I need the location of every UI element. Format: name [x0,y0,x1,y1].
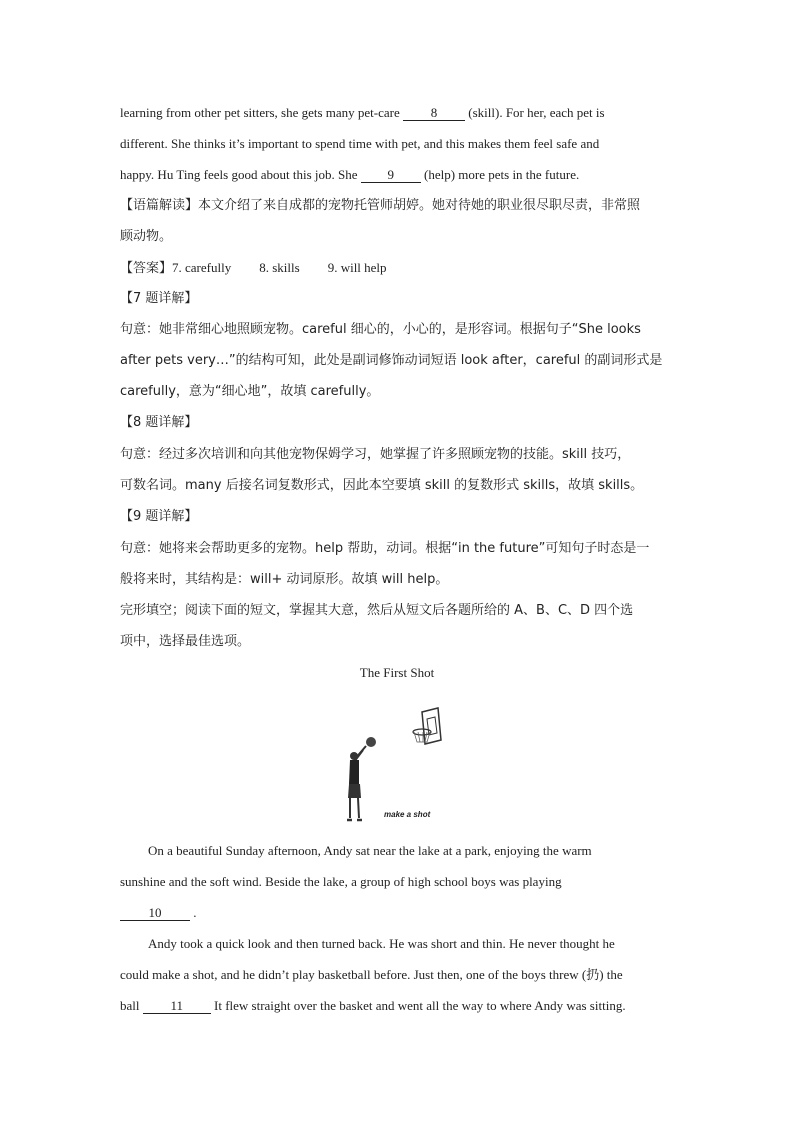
blank-11: 11 [143,999,211,1014]
story-text: It flew straight over the basket and went all the way to where Andy was sitting. [210,998,626,1013]
story-p1-line-3: 10 . [120,904,197,922]
story-p2-line-3 [120,997,626,1015]
story-text: ball [120,998,143,1013]
q9-heading: 【9 题详解】 [120,509,198,524]
story-p2-line-2: could make a shot, and he didn’t play basketball before. Just then, one of the boys threw (扔) the [120,967,623,982]
q8-line-1: 句意：经过多次培训和向其他宠物保姆学习，她掌握了许多照顾宠物的技能。skill 技巧， [120,447,631,462]
story-p1-line-2: sunshine and the soft wind. Beside the lake, a group of high school boys was playing [120,874,562,889]
analysis-line-2: 顾动物。 [120,229,173,244]
passage-text: happy. Hu Ting feels good about this job. She [120,167,361,182]
passage-line-1 [120,104,605,122]
q8-line-2: 可数名词。many 后接名词复数形式，因此本空要填 skill 的复数形式 skills，故填 skills。 [120,478,644,493]
story-p2-line-1: Andy took a quick look and then turned back. He was short and thin. He never thought he [148,936,615,951]
q9-line-1: 句意：她将来会帮助更多的宠物。help 帮助，动词。根据“in the future”可知句子时态是一 [120,541,650,556]
story-title: The First Shot [359,665,435,680]
q7-line-1: 句意：她非常细心地照顾宠物。careful 细心的，小心的，是形容词。根据句子“She looks [120,322,641,337]
blank-10: 10 [120,906,190,921]
answer-9: 9. will help [327,260,387,275]
blank-9: 9 [361,168,421,183]
answer-8: 8. skills [259,260,300,275]
passage-text: (skill). For her, each pet is [465,105,605,120]
passage-line-2: different. She thinks it’s important to spend time with pet, and this makes them feel safe and [120,136,600,151]
player-shooting-icon [330,700,470,826]
cloze-instruction-2: 项中，选择最佳选项。 [120,634,251,649]
answers-label: 【答案】 [120,261,173,276]
story-p1-line-1: On a beautiful Sunday afternoon, Andy sat near the lake at a park, enjoying the warm [148,843,592,858]
basketball-shot-illustration [330,700,470,826]
passage-line-3 [120,166,579,184]
q8-heading: 【8 题详解】 [120,415,198,430]
q7-line-3: carefully，意为“细心地”，故填 carefully。 [120,384,380,399]
q7-heading: 【7 题详解】 [120,291,198,306]
cloze-instruction-1: 完形填空；阅读下面的短文，掌握其大意，然后从短文后各题所给的 A、B、C、D 四个选 [120,603,634,618]
figure-caption: make a shot [384,810,431,819]
answer-7: 7. carefully [172,260,232,275]
passage-text: (help) more pets in the future. [420,167,580,182]
answers-line [120,259,387,278]
q7-line-2: after pets very…”的结构可知，此处是副词修饰动词短语 look after，careful 的副词形式是 [120,353,663,368]
analysis-line-1: 【语篇解读】本文介绍了来自成都的宠物托管师胡婷。她对待她的职业很尽职尽责，非常照 [120,198,641,213]
q9-line-2: 般将来时，其结构是：will+ 动词原形。故填 will help。 [120,572,449,587]
blank-8: 8 [403,106,465,121]
passage-text: learning from other pet sitters, she gets many pet-care [120,105,404,120]
